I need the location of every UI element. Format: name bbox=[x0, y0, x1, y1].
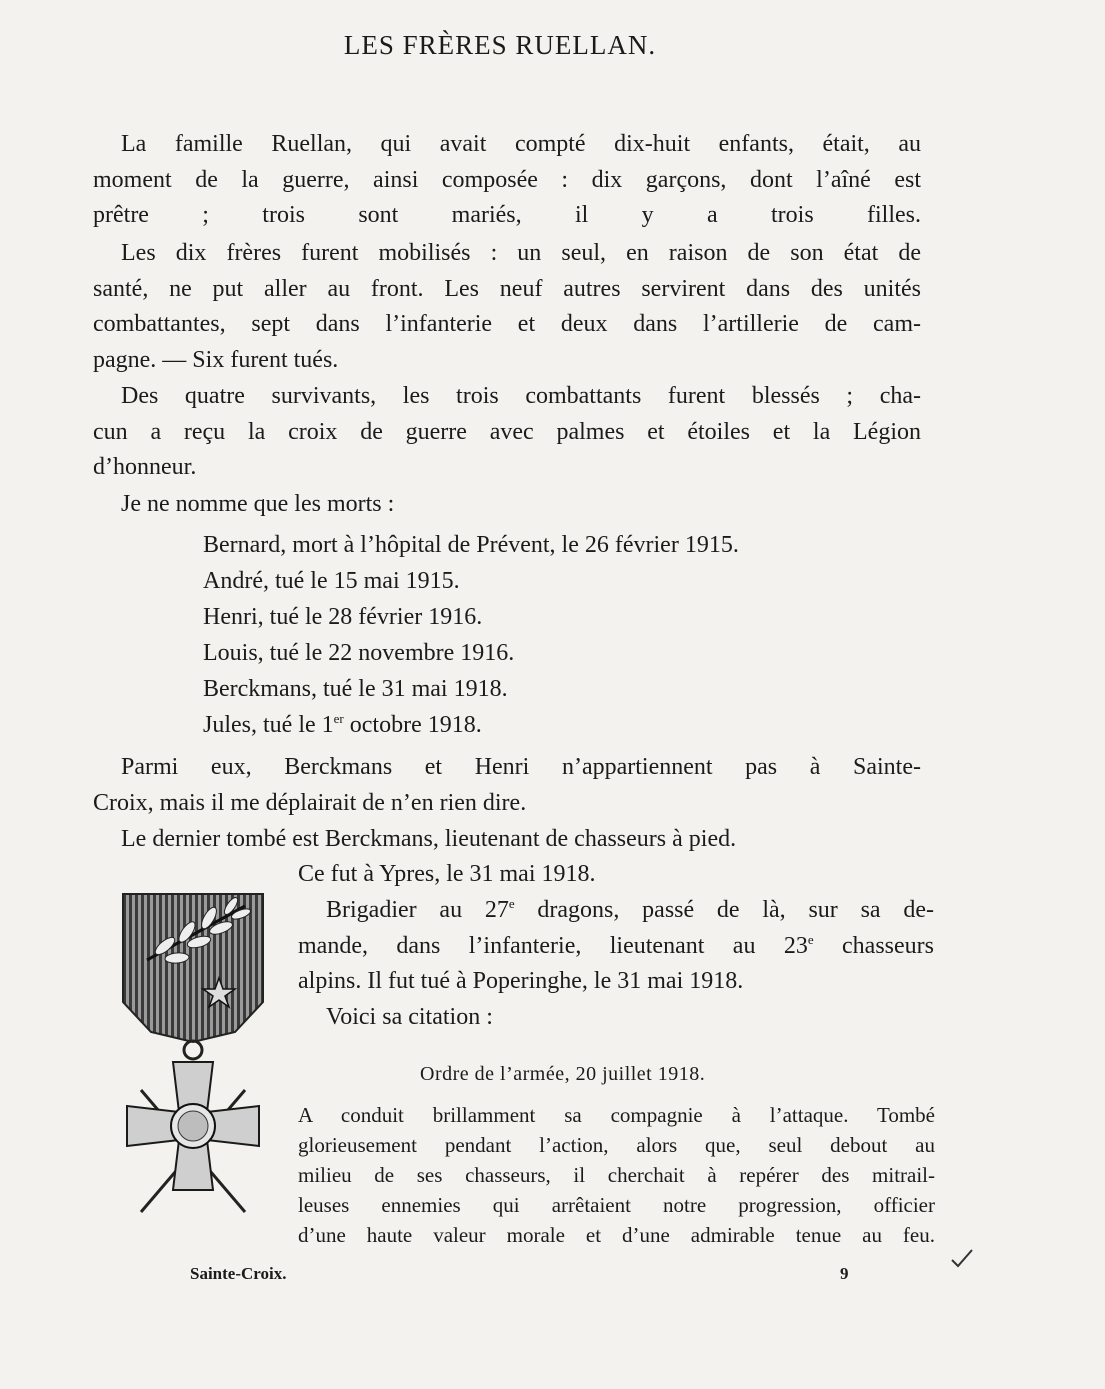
paragraph-ypres bbox=[298, 857, 938, 893]
text-line bbox=[298, 929, 934, 965]
paragraph-berckmans-henri bbox=[93, 750, 921, 821]
text-fragment: octobre 1918. bbox=[343, 712, 482, 738]
text-line: Voici sa citation : bbox=[326, 1003, 493, 1030]
paragraph-family bbox=[93, 127, 921, 234]
text-line: Les dix frères furent mobilisés : un seul, en raison de son état de bbox=[121, 240, 921, 266]
text-line: Ce fut à Ypres, le 31 mai 1918. bbox=[298, 861, 596, 887]
list-item bbox=[203, 707, 739, 743]
paragraph-last-fallen bbox=[93, 822, 921, 858]
text-line: La famille Ruellan, qui avait compté dix-huit enfants, était, au bbox=[121, 131, 921, 157]
text-line: santé, ne put aller au front. Les neuf autres servirent dans des unités bbox=[93, 275, 921, 302]
list-item: Henri, tué le 28 février 1916. bbox=[203, 604, 483, 630]
paragraph-mobilized bbox=[93, 236, 921, 378]
text-line: alpins. Il fut tué à Poperinghe, le 31 mai 1918. bbox=[298, 968, 744, 994]
text-line: moment de la guerre, ainsi composée : dix garçons, dont l’aîné est bbox=[93, 166, 921, 193]
list-item: André, tué le 15 mai 1915. bbox=[203, 568, 460, 594]
text-line: glorieusement pendant l’action, alors que, seul debout au bbox=[298, 1133, 935, 1157]
text-line: pagne. — Six furent tués. bbox=[93, 346, 339, 373]
superscript: er bbox=[333, 711, 344, 726]
text-fragment: Brigadier au 27 bbox=[326, 897, 509, 923]
list-of-dead bbox=[203, 527, 739, 743]
text-line: cun a reçu la croix de guerre avec palmes et étoiles et la Légion bbox=[93, 418, 921, 445]
text-line: prêtre ; trois sont mariés, il y a trois filles. bbox=[93, 202, 921, 228]
citation-heading: Ordre de l’armée, 20 juillet 1918. bbox=[420, 1063, 706, 1085]
superscript: e bbox=[807, 931, 814, 947]
text-fragment: Jules, tué le 1 bbox=[203, 712, 334, 738]
check-mark-icon bbox=[950, 1248, 974, 1268]
page-title: LES FRÈRES RUELLAN. bbox=[343, 30, 657, 60]
text-fragment: dragons, passé de là, sur sa de- bbox=[514, 897, 934, 923]
text-line bbox=[298, 893, 934, 929]
text-line: Croix, mais il me déplairait de n’en rien dire. bbox=[93, 789, 527, 816]
text-line: d’une haute valeur morale et d’une admirable tenue au feu. bbox=[298, 1223, 935, 1247]
text-line: A conduit brillamment sa compagnie à l’attaque. Tombé bbox=[298, 1103, 935, 1127]
text-line: d’honneur. bbox=[93, 454, 197, 480]
superscript: e bbox=[508, 896, 515, 911]
text-line: Le dernier tombé est Berckmans, lieutenant de chasseurs à pied. bbox=[121, 826, 737, 852]
page-number: 9 bbox=[840, 1264, 849, 1283]
citation-text bbox=[298, 1100, 935, 1250]
text-line: milieu de ses chasseurs, il cherchait à repérer des mitrail- bbox=[298, 1163, 935, 1187]
text-line: leuses ennemies qui arrêtaient notre progression, officier bbox=[298, 1193, 935, 1217]
list-item: Bernard, mort à l’hôpital de Prévent, le 26 février 1915. bbox=[203, 532, 739, 558]
paragraph-career bbox=[298, 893, 934, 1035]
text-line: Parmi eux, Berckmans et Henri n’appartiennent pas à Sainte- bbox=[121, 754, 921, 780]
text-line: Je ne nomme que les morts : bbox=[121, 491, 395, 517]
croix-de-guerre-icon bbox=[117, 890, 269, 1226]
paragraph-survivors bbox=[93, 379, 921, 486]
footer-signature: Sainte-Croix. bbox=[190, 1264, 287, 1283]
text-fragment: mande, dans l’infanterie, lieutenant au 23 bbox=[298, 932, 808, 959]
paragraph-intro-dead bbox=[93, 487, 921, 523]
list-item: Berckmans, tué le 31 mai 1918. bbox=[203, 676, 508, 702]
text-line: combattantes, sept dans l’infanterie et deux dans l’artillerie de cam- bbox=[93, 311, 921, 337]
text-line: Des quatre survivants, les trois combattants furent blessés ; cha- bbox=[121, 383, 921, 409]
list-item: Louis, tué le 22 novembre 1916. bbox=[203, 640, 515, 666]
text-fragment: chasseurs bbox=[813, 932, 934, 959]
